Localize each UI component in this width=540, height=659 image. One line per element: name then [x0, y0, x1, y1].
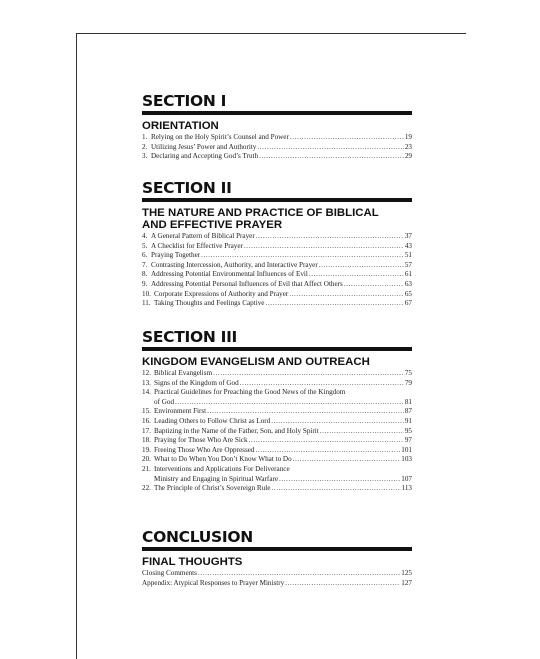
dot-leader	[257, 143, 403, 153]
dot-leader	[175, 398, 404, 408]
toc-entry	[142, 579, 412, 589]
toc-list	[142, 133, 412, 162]
toc-entry	[142, 484, 412, 494]
dot-leader	[319, 261, 404, 271]
entry-title: Signs of the Kingdom of God	[154, 378, 239, 387]
dot-leader	[289, 290, 404, 300]
entry-title: Relying on the Holy Spirit’s Counsel and Power	[151, 133, 289, 141]
dot-leader	[255, 446, 400, 456]
dot-leader	[207, 407, 404, 417]
entry-page-number: 91	[404, 416, 412, 425]
toc-entry	[142, 299, 412, 309]
toc-entry	[142, 446, 412, 456]
toc-entry	[142, 152, 412, 162]
entry-number: 22.	[142, 484, 151, 493]
subheading-line-2: AND EFFECTIVE PRAYER	[142, 219, 283, 231]
entry-page-number: 51	[404, 251, 412, 260]
entry-number: 13.	[142, 378, 151, 387]
section-heading: SECTION III	[142, 328, 238, 346]
entry-title: The Principle of Christ’s Sovereign Rule	[154, 484, 271, 493]
entry-page-number: 101	[401, 445, 412, 454]
section-subheading: ORIENTATION	[142, 120, 219, 132]
toc-list	[142, 369, 412, 494]
entry-number: 14.	[142, 388, 151, 397]
toc-entry	[142, 261, 412, 271]
entry-title: Biblical Evangelism	[154, 369, 213, 377]
toc-entry	[142, 455, 412, 465]
section-rule	[142, 111, 412, 115]
entry-number: 6.	[142, 251, 148, 260]
section-3	[142, 328, 412, 500]
toc-entry	[142, 569, 412, 579]
toc-entry	[142, 251, 412, 261]
section-rule	[142, 198, 412, 202]
entry-number: 21.	[142, 464, 151, 473]
dot-leader	[244, 242, 404, 252]
entry-title: What to Do When You Don’t Know What to Do	[154, 455, 292, 464]
entry-number: 12.	[142, 369, 151, 377]
entry-title: Corporate Expressions of Authority and Prayer	[154, 289, 289, 298]
entry-title: Interventions and Applications For Deliverance	[154, 464, 290, 473]
entry-number: 8.	[142, 270, 148, 279]
toc-entry	[142, 143, 412, 153]
dot-leader	[344, 280, 404, 290]
entry-page-number: 23	[404, 142, 412, 151]
entry-number: 3.	[142, 152, 148, 161]
section-subheading	[142, 207, 412, 231]
entry-title: Baptizing in the Name of the Father, Son, and Holy Spirit	[154, 426, 319, 435]
toc-entry-continuation	[142, 475, 412, 485]
entry-title: Declaring and Accepting God’s Truth	[151, 152, 259, 161]
dot-leader	[309, 270, 404, 280]
entry-page-number: 81	[404, 397, 412, 406]
page-border-left	[76, 33, 77, 659]
entry-title: A General Pattern of Biblical Prayer	[151, 232, 255, 240]
entry-title-continuation: Ministry and Engaging in Spiritual Warfare	[154, 474, 279, 483]
entry-page-number: 95	[404, 426, 412, 435]
section-rule	[142, 547, 412, 551]
entry-title: Practical Guidelines for Preaching the Good News of the Kingdom	[154, 388, 346, 397]
dot-leader	[259, 152, 404, 162]
dot-leader	[240, 379, 404, 389]
toc-entry	[142, 270, 412, 280]
entry-title: Praying for Those Who Are Sick	[154, 436, 248, 445]
toc-entry	[142, 242, 412, 252]
dot-leader	[256, 232, 404, 242]
entry-page-number: 97	[404, 436, 412, 445]
section-conclusion	[142, 528, 412, 594]
toc-entry	[142, 290, 412, 300]
page-border-top	[76, 33, 466, 34]
entry-page-number: 67	[404, 299, 412, 308]
entry-page-number: 37	[404, 232, 412, 240]
entry-page-number: 107	[401, 474, 412, 483]
dot-leader	[285, 579, 400, 589]
entry-title: Environment First	[154, 407, 207, 416]
dot-leader	[279, 475, 400, 485]
section-subheading: KINGDOM EVANGELISM AND OUTREACH	[142, 356, 370, 368]
entry-title: Appendix: Atypical Responses to Prayer Ministry	[142, 578, 285, 587]
entry-page-number: 29	[404, 152, 412, 161]
entry-number: 20.	[142, 455, 151, 464]
toc-entry	[142, 436, 412, 446]
toc-entry	[142, 232, 412, 242]
entry-number: 5.	[142, 241, 148, 250]
entry-number: 7.	[142, 260, 148, 269]
dot-leader	[249, 436, 404, 446]
entry-title: Utilizing Jesus’ Power and Authority	[151, 142, 257, 151]
section-heading: CONCLUSION	[142, 528, 253, 546]
entry-title: Praying Together	[151, 251, 201, 260]
toc-entry	[142, 417, 412, 427]
section-1	[142, 92, 412, 168]
entry-page-number: 103	[401, 455, 412, 464]
entry-number: 18.	[142, 436, 151, 445]
toc-list	[142, 569, 412, 588]
subheading-line-1: THE NATURE AND PRACTICE OF BIBLICAL	[142, 207, 379, 219]
entry-page-number: 127	[401, 578, 412, 587]
entry-page-number: 57	[404, 260, 412, 269]
dot-leader	[271, 417, 404, 427]
entry-page-number: 65	[404, 289, 412, 298]
section-subheading: FINAL THOUGHTS	[142, 556, 243, 568]
entry-title: Contrasting Intercession, Authority, and Interactive Prayer	[151, 260, 318, 269]
toc-entry	[142, 465, 412, 475]
entry-page-number: 63	[404, 279, 412, 288]
toc-entry	[142, 379, 412, 389]
toc-list	[142, 232, 412, 309]
entry-number: 2.	[142, 142, 148, 151]
toc-entry-continuation	[142, 398, 412, 408]
entry-page-number: 75	[404, 369, 412, 377]
entry-number: 17.	[142, 426, 151, 435]
entry-page-number: 125	[401, 569, 412, 577]
toc-entry	[142, 369, 412, 379]
entry-page-number: 19	[404, 133, 412, 141]
dot-leader	[290, 133, 404, 143]
dot-leader	[293, 455, 401, 465]
dot-leader	[213, 369, 404, 379]
entry-title: Addressing Potential Personal Influences of Evil that Affect Others	[151, 279, 343, 288]
entry-title: Closing Comments	[142, 569, 197, 577]
entry-number: 10.	[142, 289, 151, 298]
section-2	[142, 179, 412, 315]
entry-page-number: 43	[404, 241, 412, 250]
entry-title: Addressing Potential Environmental Influences of Evil	[151, 270, 308, 279]
section-heading: SECTION II	[142, 179, 232, 197]
toc-entry	[142, 388, 412, 398]
dot-leader	[201, 251, 404, 261]
entry-number: 4.	[142, 232, 148, 240]
entry-number: 19.	[142, 445, 151, 454]
dot-leader	[271, 484, 400, 494]
toc-entry	[142, 427, 412, 437]
entry-title: Leading Others to Follow Christ as Lord	[154, 416, 271, 425]
toc-entry	[142, 407, 412, 417]
entry-title: Freeing Those Who Are Oppressed	[154, 445, 255, 454]
entry-title-continuation: of God	[154, 397, 175, 406]
entry-page-number: 113	[401, 484, 412, 493]
entry-page-number: 79	[404, 378, 412, 387]
entry-number: 11.	[142, 299, 151, 308]
entry-number: 15.	[142, 407, 151, 416]
entry-number: 16.	[142, 416, 151, 425]
dot-leader	[198, 569, 400, 579]
dot-leader	[265, 299, 403, 309]
entry-number: 9.	[142, 279, 148, 288]
section-heading: SECTION I	[142, 92, 227, 110]
dot-leader	[320, 427, 404, 437]
section-rule	[142, 347, 412, 351]
entry-number: 1.	[142, 133, 148, 141]
entry-title: Taking Thoughts and Feelings Captive	[154, 299, 265, 308]
entry-page-number: 61	[404, 270, 412, 279]
toc-entry	[142, 133, 412, 143]
entry-page-number: 87	[404, 407, 412, 416]
toc-entry	[142, 280, 412, 290]
entry-title: A Checklist for Effective Prayer	[151, 241, 243, 250]
